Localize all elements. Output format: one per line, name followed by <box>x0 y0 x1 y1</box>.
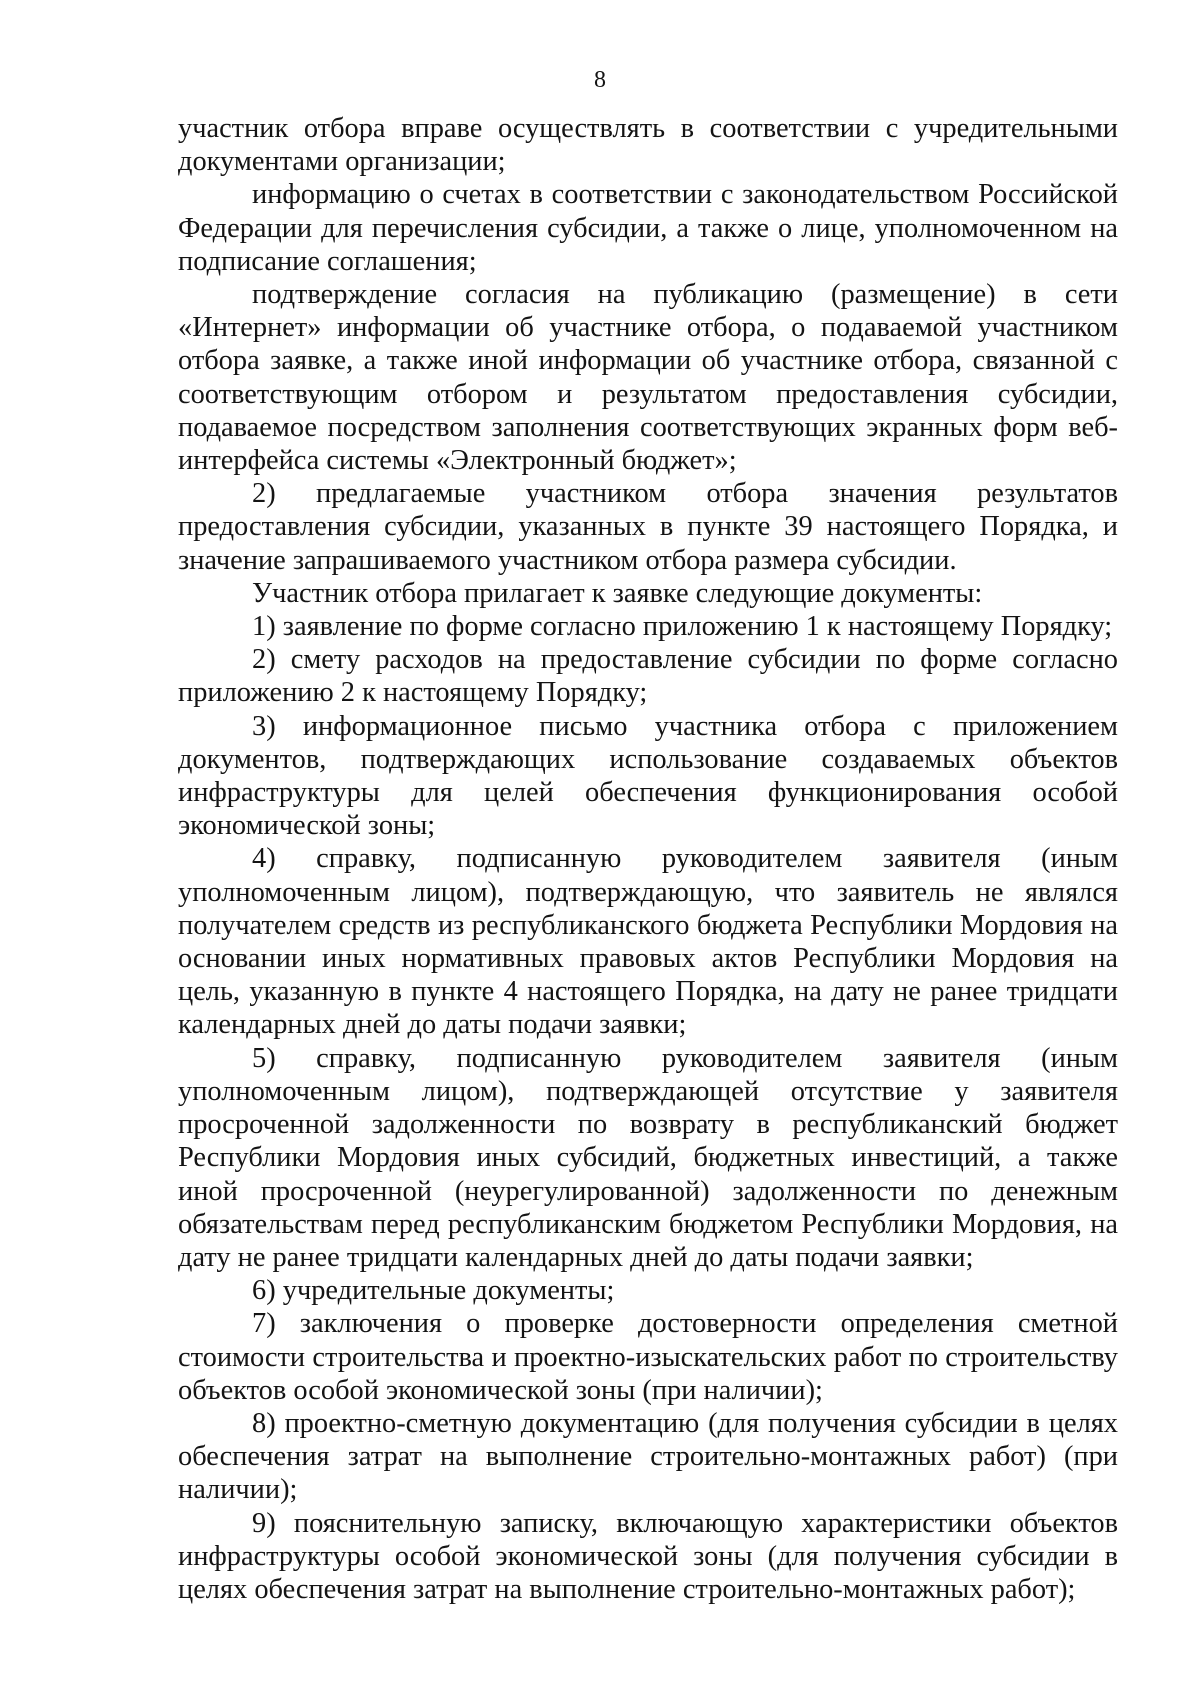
paragraph-documents-intro: Участник отбора прилагает к заявке следующие документы: <box>252 577 983 609</box>
page-number: 8 <box>594 67 606 93</box>
paragraph-doc-4: 4) справку, подписанную руководителем заявителя (иным уполномоченным лицом), подтверждающую, что заявитель не являлся получателем средств из республиканского бюджета Республики Мордовия на основании иных нормативных правовых актов Республики Мордовия на цель, указанную в пункте 4 настоящего Порядка, на дату не ранее тридцати календарных дней до даты подачи заявки; <box>178 843 1118 1041</box>
paragraph-item-2-results: 2) предлагаемые участником отбора значения результатов предоставления субсидии, указанных в пункте 39 настоящего Порядка, и значение запрашиваемого участником отбора размера субсидии. <box>178 478 1118 576</box>
document-body <box>178 112 1118 1606</box>
paragraph-publication-consent: подтверждение согласия на публикацию (размещение) в сети «Интернет» информации об участнике отбора, о подаваемой участником отбора заявке, а также иной информации об участнике отбора, связанной с соответствующим отбором и результатом предоставления субсидии, подаваемое посредством заполнения соответствующих экранных форм веб-интерфейса системы «Электронный бюджет»; <box>178 279 1118 477</box>
paragraph-doc-2: 2) смету расходов на предоставление субсидии по форме согласно приложению 2 к настоящему Порядку; <box>178 644 1118 709</box>
paragraph-doc-9: 9) пояснительную записку, включающую характеристики объектов инфраструктуры особой экономической зоны (для получения субсидии в целях обеспечения затрат на выполнение строительно-монтажных работ); <box>178 1507 1118 1605</box>
paragraph-doc-5: 5) справку, подписанную руководителем заявителя (иным уполномоченным лицом), подтверждающей отсутствие у заявителя просроченной задолженности по возврату в республиканский бюджет Республики Мордовия иных субсидий, бюджетных инвестиций, а также иной просроченной (неурегулированной) задолженности по денежным обязательствам перед республиканским бюджетом Республики Мордовия, на дату не ранее тридцати календарных дней до даты подачи заявки; <box>178 1042 1118 1273</box>
paragraph-doc-8: 8) проектно-сметную документацию (для получения субсидии в целях обеспечения затрат на выполнение строительно-монтажных работ) (при наличии); <box>178 1407 1118 1506</box>
paragraph-doc-1: 1) заявление по форме согласно приложению 1 к настоящему Порядку; <box>252 611 1113 643</box>
paragraph-doc-3: 3) информационное письмо участника отбора с приложением документов, подтверждающих использование создаваемых объектов инфраструктуры для целей обеспечения функционирования особой экономической зоны; <box>178 710 1118 842</box>
paragraph-doc-7: 7) заключения о проверке достоверности определения сметной стоимости строительства и проектно-изыскательских работ по строительству объектов особой экономической зоны (при наличии); <box>178 1308 1118 1406</box>
paragraph-continuation: участник отбора вправе осуществлять в соответствии с учредительными документами организации; <box>178 113 1118 178</box>
paragraph-doc-6: 6) учредительные документы; <box>252 1275 615 1307</box>
paragraph-account-info: информацию о счетах в соответствии с законодательством Российской Федерации для перечисления субсидии, а также о лице, уполномоченном на подписание соглашения; <box>178 179 1118 277</box>
